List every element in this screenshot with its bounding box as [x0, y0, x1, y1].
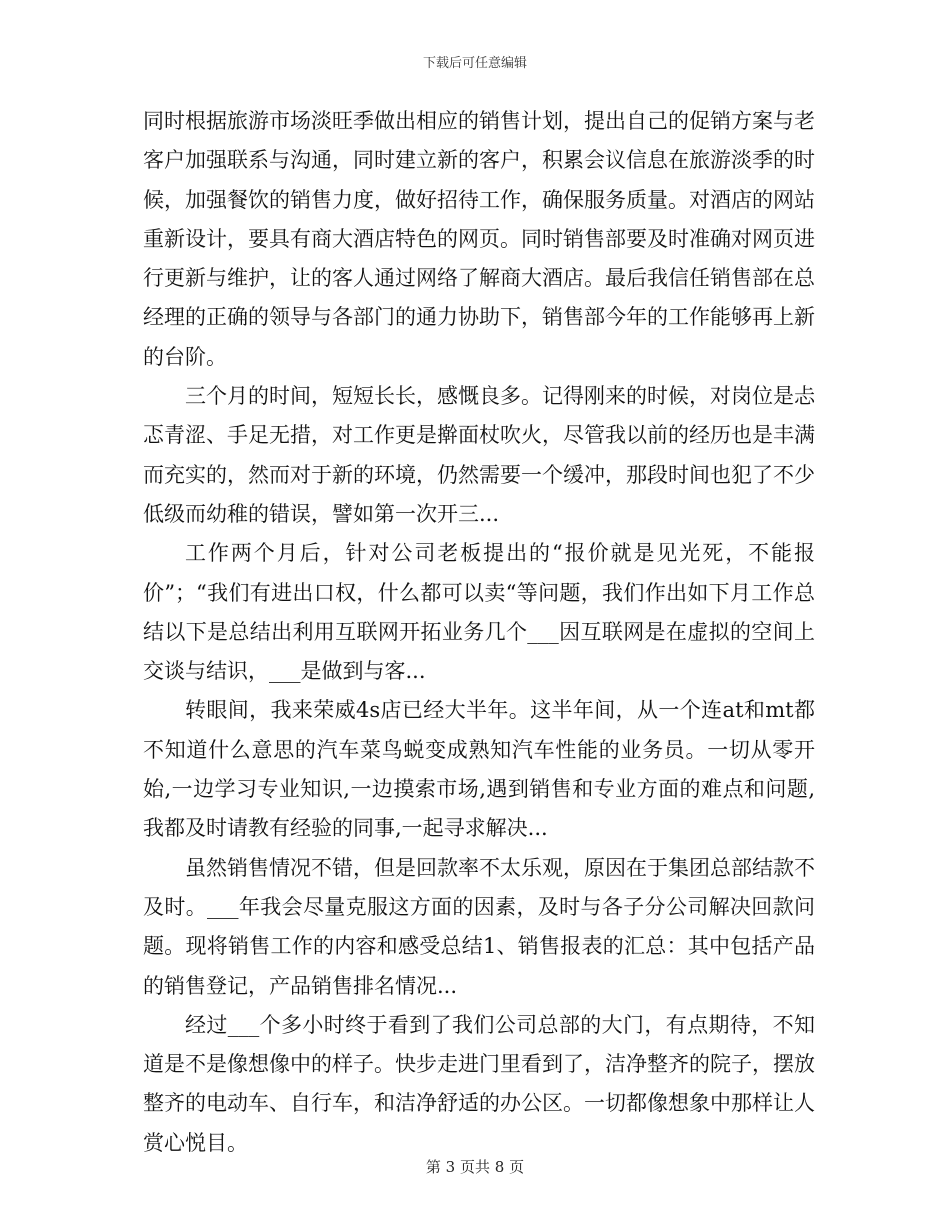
paragraph-5: 虽然销售情况不错，但是回款率不太乐观，原因在于集团总部结款不及时。___年我会尽量克服这方面的因素，及时与各子分公司解决回款问题。现将销售工作的内容和感受总结1、销售报表的汇总：其中包括产品的销售登记，产品销售排名情况...	[143, 855, 815, 998]
document-body	[143, 102, 815, 1163]
paragraph-4: 转眼间，我来荣威4s店已经大半年。这半年间，从一个连at和mt都不知道什么意思的汽车菜鸟蜕变成熟知汽车性能的业务员。一切从零开始,一边学习专业知识,一边摸索市场,遇到销售和专业方面的难点和问题,我都及时请教有经验的同事,一起寻求解决...	[143, 698, 815, 841]
paragraph-1: 同时根据旅游市场淡旺季做出相应的销售计划，提出自己的促销方案与老客户加强联系与沟通，同时建立新的客户，积累会议信息在旅游淡季的时候，加强餐饮的销售力度，做好招待工作，确保服务质量。对酒店的网站重新设计，要具有商大酒店特色的网页。同时销售部要及时准确对网页进行更新与维护，让的客人通过网络了解商大酒店。最后我信任销售部在总经理的正确的领导与各部门的通力协助下，销售部今年的工作能够再上新的台阶。	[143, 109, 815, 369]
paragraph-2: 三个月的时间，短短长长，感慨良多。记得刚来的时候，对岗位是忐忑青涩、手足无措，对工作更是擀面杖吹火，尽管我以前的经历也是丰满而充实的，然而对于新的环境，仍然需要一个缓冲，那段时间也犯了不少低级而幼稚的错误，譬如第一次开三...	[143, 384, 815, 526]
paragraph-6: 经过___个多小时终于看到了我们公司总部的大门，有点期待，不知道是不是像想像中的样子。快步走进门里看到了，洁净整齐的院子，摆放整齐的电动车、自行车，和洁净舒适的办公区。一切都像想象中那样让人赏心悦目。	[143, 1012, 815, 1155]
paragraph-3: 工作两个月后，针对公司老板提出的“报价就是见光死，不能报价”；“我们有进出口权，什么都可以卖“等问题，我们作出如下月工作总结以下是总结出利用互联网开拓业务几个___因互联网是在虚拟的空间上交谈与结识，___是做到与客...	[143, 541, 815, 684]
page-header: 下载后可任意编辑	[422, 56, 527, 71]
page-number-footer: 第 3 页共 8 页	[425, 1158, 525, 1176]
